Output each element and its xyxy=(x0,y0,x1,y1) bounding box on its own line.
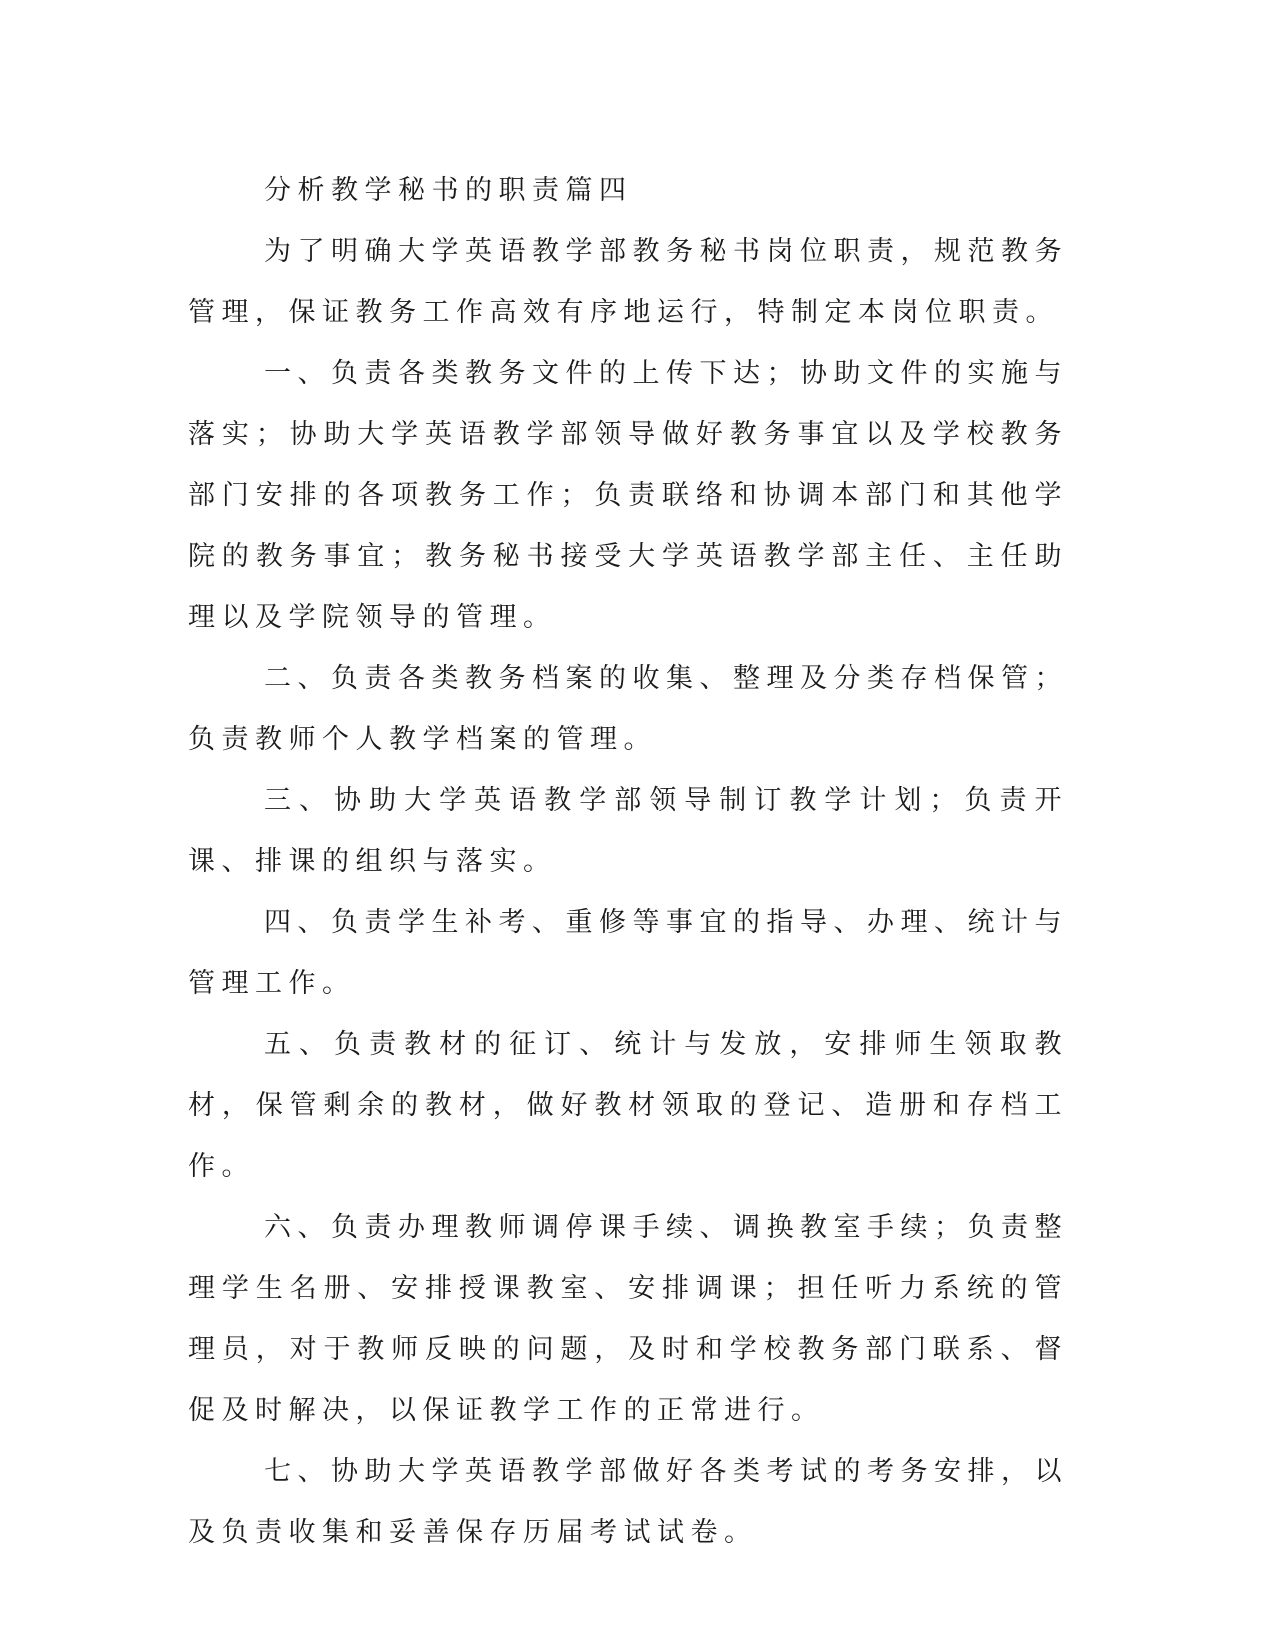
paragraph-item-5: 五、负责教材的征订、统计与发放，安排师生领取教材，保管剩余的教材，做好教材领取的登记、造册和存档工作。 xyxy=(188,1029,1068,1182)
paragraph-item-6: 六、负责办理教师调停课手续、调换教室手续；负责整理学生名册、安排授课教室、安排调课；担任听力系统的管理员，对于教师反映的问题，及时和学校教务部门联系、督促及时解决，以保证教学工作的正常进行。 xyxy=(188,1212,1068,1426)
document-body xyxy=(188,160,1068,1563)
document-title: 分析教学秘书的职责篇四 xyxy=(264,175,633,206)
paragraph-item-4: 四、负责学生补考、重修等事宜的指导、办理、统计与管理工作。 xyxy=(188,907,1068,999)
paragraph-item-1: 一、负责各类教务文件的上传下达；协助文件的实施与落实；协助大学英语教学部领导做好教务事宜以及学校教务部门安排的各项教务工作；负责联络和协调本部门和其他学院的教务事宜；教务秘书接受大学英语教学部主任、主任助理以及学院领导的管理。 xyxy=(188,358,1068,633)
paragraph-item-3: 三、协助大学英语教学部领导制订教学计划；负责开课、排课的组织与落实。 xyxy=(188,785,1068,877)
paragraph-item-2: 二、负责各类教务档案的收集、整理及分类存档保管；负责教师个人教学档案的管理。 xyxy=(188,663,1068,755)
paragraph-item-7: 七、协助大学英语教学部做好各类考试的考务安排，以及负责收集和妥善保存历届考试试卷。 xyxy=(188,1456,1068,1548)
paragraph-intro: 为了明确大学英语教学部教务秘书岗位职责，规范教务管理，保证教务工作高效有序地运行，特制定本岗位职责。 xyxy=(188,236,1068,328)
